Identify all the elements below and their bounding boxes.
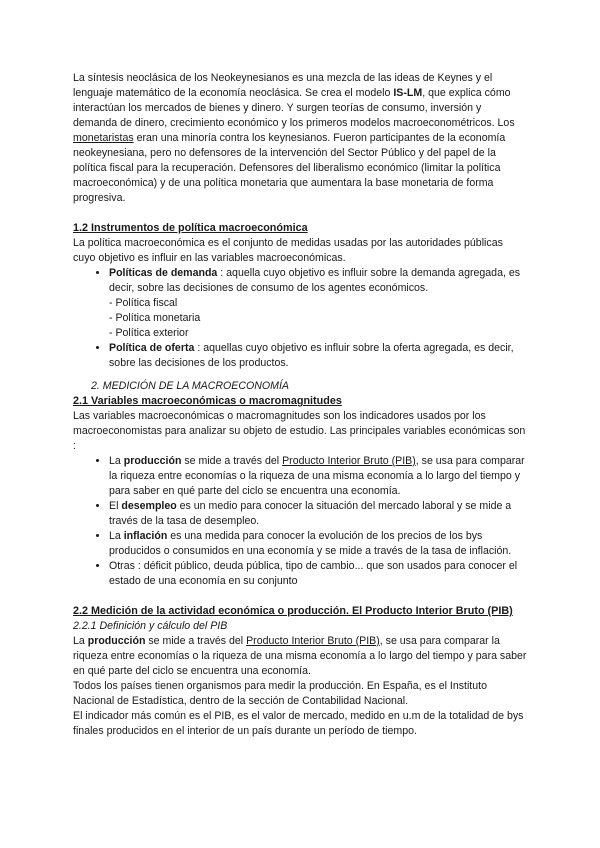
islm-model-bold: IS-LM (393, 87, 423, 99)
text-span: La (109, 530, 124, 542)
section-2-2-paragraph-3: El indicador más común es el PIB, es el valor de mercado, medido en u.m de la totalidad de bys finales producidos en el interior de un país durante un período de tiempo. (73, 710, 524, 737)
text-span: se mide a través del (145, 635, 247, 647)
list-item: • Otras : déficit público, deuda pública, tipo de cambio... que son usados para conocer el estado de una economía en su conjunto (109, 559, 528, 589)
text-span: El (109, 500, 122, 512)
pib-link[interactable]: Producto Interior Bruto (PIB) (282, 455, 416, 467)
document-page (73, 71, 528, 739)
list-item: - Política exterior (109, 327, 189, 339)
variables-list (73, 454, 528, 589)
intro-text-2: , que explica cómo interactúan los mercados de bienes y dinero. Y surgen teorías de consumo, inversión y demanda de dinero, crecimiento económico y los primeros modelos macroeconométricos. Los (73, 87, 515, 129)
produccion-term: producción (123, 455, 182, 467)
policy-list (73, 266, 528, 371)
list-item (109, 341, 528, 371)
section-1-2-title: 1.2 Instrumentos de política macroeconómica (73, 222, 308, 234)
list-item (109, 499, 528, 529)
section-2-2-paragraph-1 (73, 634, 528, 679)
section-2-2-1-subtitle: 2.2.1 Definición y cálculo del PIB (73, 620, 228, 632)
pib-link[interactable]: Producto Interior Bruto (PIB) (246, 635, 380, 647)
demanda-text: : aquella cuyo objetivo es influir sobre la demanda agregada, es decir, sobre las decisiones de consumo de los agentes económicos. (109, 267, 521, 294)
list-item (109, 529, 528, 559)
intro-text-3: eran una minoría contra los keynesianos. Fueron participantes de la economía neokeynesiana, pero no defensores de la intervención del Sector Público y del papel de la política fiscal para la recuperación. Defensores del liberalismo económico (limitar la política macroeconómica) y de una política monetaria que aumentara la base monetaria de forma progresiva. (73, 132, 506, 204)
monetaristas-link[interactable]: monetaristas (73, 132, 134, 144)
text-span: es una medida para conocer la evolución de los precios de los bys producidos o consumidos en una economía y se mide a través de la tasa de inflación. (109, 530, 512, 557)
desempleo-term: desempleo (121, 500, 177, 512)
chapter-2-heading: 2. MEDICIÓN DE LA MACROECONOMÍA (91, 380, 289, 392)
text-span: , se usa para comparar la riqueza entre economías o la riqueza de una misma economía a lo largo del tiempo y para saber en qué parte del ciclo se encuentra una economía. (109, 455, 525, 497)
text-span: La (73, 635, 88, 647)
list-item: - Política monetaria (109, 312, 201, 324)
text-span: La (109, 455, 124, 467)
oferta-term: Política de oferta (109, 342, 195, 354)
section-2-2-title: 2.2 Medición de la actividad económica o producción. El Producto Interior Bruto (PIB) (73, 605, 513, 617)
demanda-sublist (109, 296, 528, 341)
oferta-text: : aquellas cuyo objetivo es influir sobre la oferta agregada, es decir, sobre las decisiones de los productos. (109, 342, 514, 369)
section-2-2-paragraph-2: Todos los países tienen organismos para medir la producción. En España, es el Instituto Nacional de Estadística, dentro de la sección de Contabilidad Nacional. (73, 680, 487, 707)
list-item: - Política fiscal (109, 297, 178, 309)
text-span: se mide a través del (181, 455, 283, 467)
produccion-term: producción (87, 635, 146, 647)
intro-text-1: La síntesis neoclásica de los Neokeynesianos es una mezcla de las ideas de Keynes y el lenguaje matemático de la economía neoclásica. Se crea el modelo (73, 72, 493, 99)
list-item (109, 266, 528, 341)
list-item (109, 454, 528, 499)
section-2-1-title: 2.1 Variables macroeconómicas o macromagnitudes (73, 395, 342, 407)
inflacion-term: inflación (123, 530, 168, 542)
section-2-1-intro: Las variables macroeconómicas o macromagnitudes son los indicadores usados por los macroeconomistas para analizar su objeto de estudio. Las principales variables económicas son : (73, 410, 526, 452)
text-span: , se usa para comparar la riqueza entre economías o la riqueza de una misma economía a lo largo del tiempo y para saber en qué parte del ciclo se encuentra una economía. (73, 635, 527, 677)
section-1-2-intro: La política macroeconómica es el conjunto de medidas usadas por las autoridades públicas cuyo objetivo es influir en las variables macroeconómicas. (73, 237, 503, 264)
intro-paragraph (73, 71, 528, 206)
demanda-term: Políticas de demanda (109, 267, 218, 279)
text-span: es un medio para conocer la situación del mercado laboral y se mide a través de la tasa de desempleo. (109, 500, 512, 527)
